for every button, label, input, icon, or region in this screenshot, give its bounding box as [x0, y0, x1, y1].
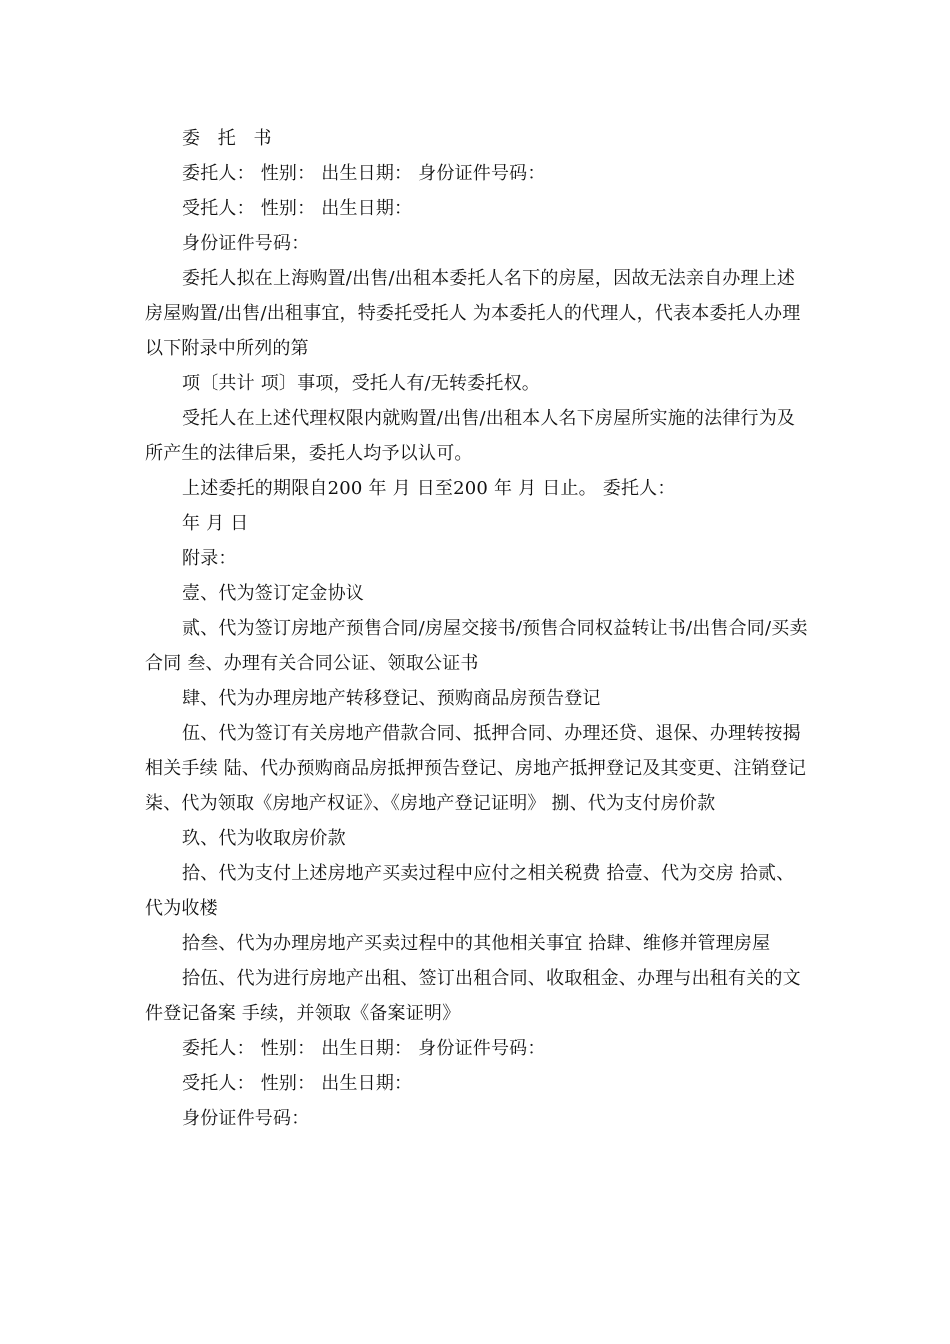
- date-line: 年 月 日: [182, 513, 249, 534]
- principal-info-line-repeat: 委托人： 性别： 出生日期： 身份证件号码：: [182, 1038, 546, 1059]
- principal-info-line: 委托人： 性别： 出生日期： 身份证件号码：: [182, 163, 546, 184]
- legal-effect-paragraph: 受托人在上述代理权限内就购置/出售/出租本人名下房屋所实施的法律行为及所产生的法律后果，委托人均予以认可。: [145, 408, 796, 464]
- authorization-paragraph: 委托人拟在上海购置/出售/出租本委托人名下的房屋，因故无法亲自办理上述房屋购置/出售/出租事宜，特委托受托人 为本委托人的代理人，代表本委托人办理以下附录中所列的第: [145, 268, 801, 359]
- term-paragraph: 上述委托的期限自200 年 月 日至200 年 月 日止。 委托人：: [182, 478, 676, 499]
- agent-id-line: 身份证件号码：: [182, 233, 310, 254]
- document-body: [145, 121, 810, 1136]
- document-title: 委 托 书: [182, 128, 278, 149]
- appendix-item: 伍、代为签订有关房地产借款合同、抵押合同、办理还贷、退保、办理转按揭相关手续 陆、代办预购商品房抵押预告登记、房地产抵押登记及其变更、注销登记 柒、代为领取《房地产权证》、《房地产登记证明》 捌、代为支付房价款: [145, 723, 807, 814]
- agent-info-line: 受托人： 性别： 出生日期：: [182, 198, 413, 219]
- items-paragraph: 项〔共计 项〕事项，受托人有/无转委托权。: [182, 373, 540, 394]
- appendix-item: 拾叁、代为办理房地产买卖过程中的其他相关事宜 拾肆、维修并管理房屋: [182, 933, 771, 954]
- appendix-heading: 附录：: [182, 548, 237, 569]
- appendix-item: 肆、代为办理房地产转移登记、预购商品房预告登记: [182, 688, 601, 709]
- appendix-item: 贰、代为签订房地产预售合同/房屋交接书/预售合同权益转让书/出售合同/买卖合同 叁、办理有关合同公证、领取公证书: [145, 618, 808, 674]
- appendix-item: 玖、代为收取房价款: [182, 828, 346, 849]
- appendix-item: 拾、代为支付上述房地产买卖过程中应付之相关税费 拾壹、代为交房 拾贰、代为收楼: [145, 863, 795, 919]
- agent-info-line-repeat: 受托人： 性别： 出生日期：: [182, 1073, 413, 1094]
- agent-id-line-repeat: 身份证件号码：: [182, 1108, 310, 1129]
- appendix-item: 壹、代为签订定金协议: [182, 583, 364, 604]
- appendix-item: 拾伍、代为进行房地产出租、签订出租合同、收取租金、办理与出租有关的文件登记备案 手续，并领取《备案证明》: [145, 968, 801, 1024]
